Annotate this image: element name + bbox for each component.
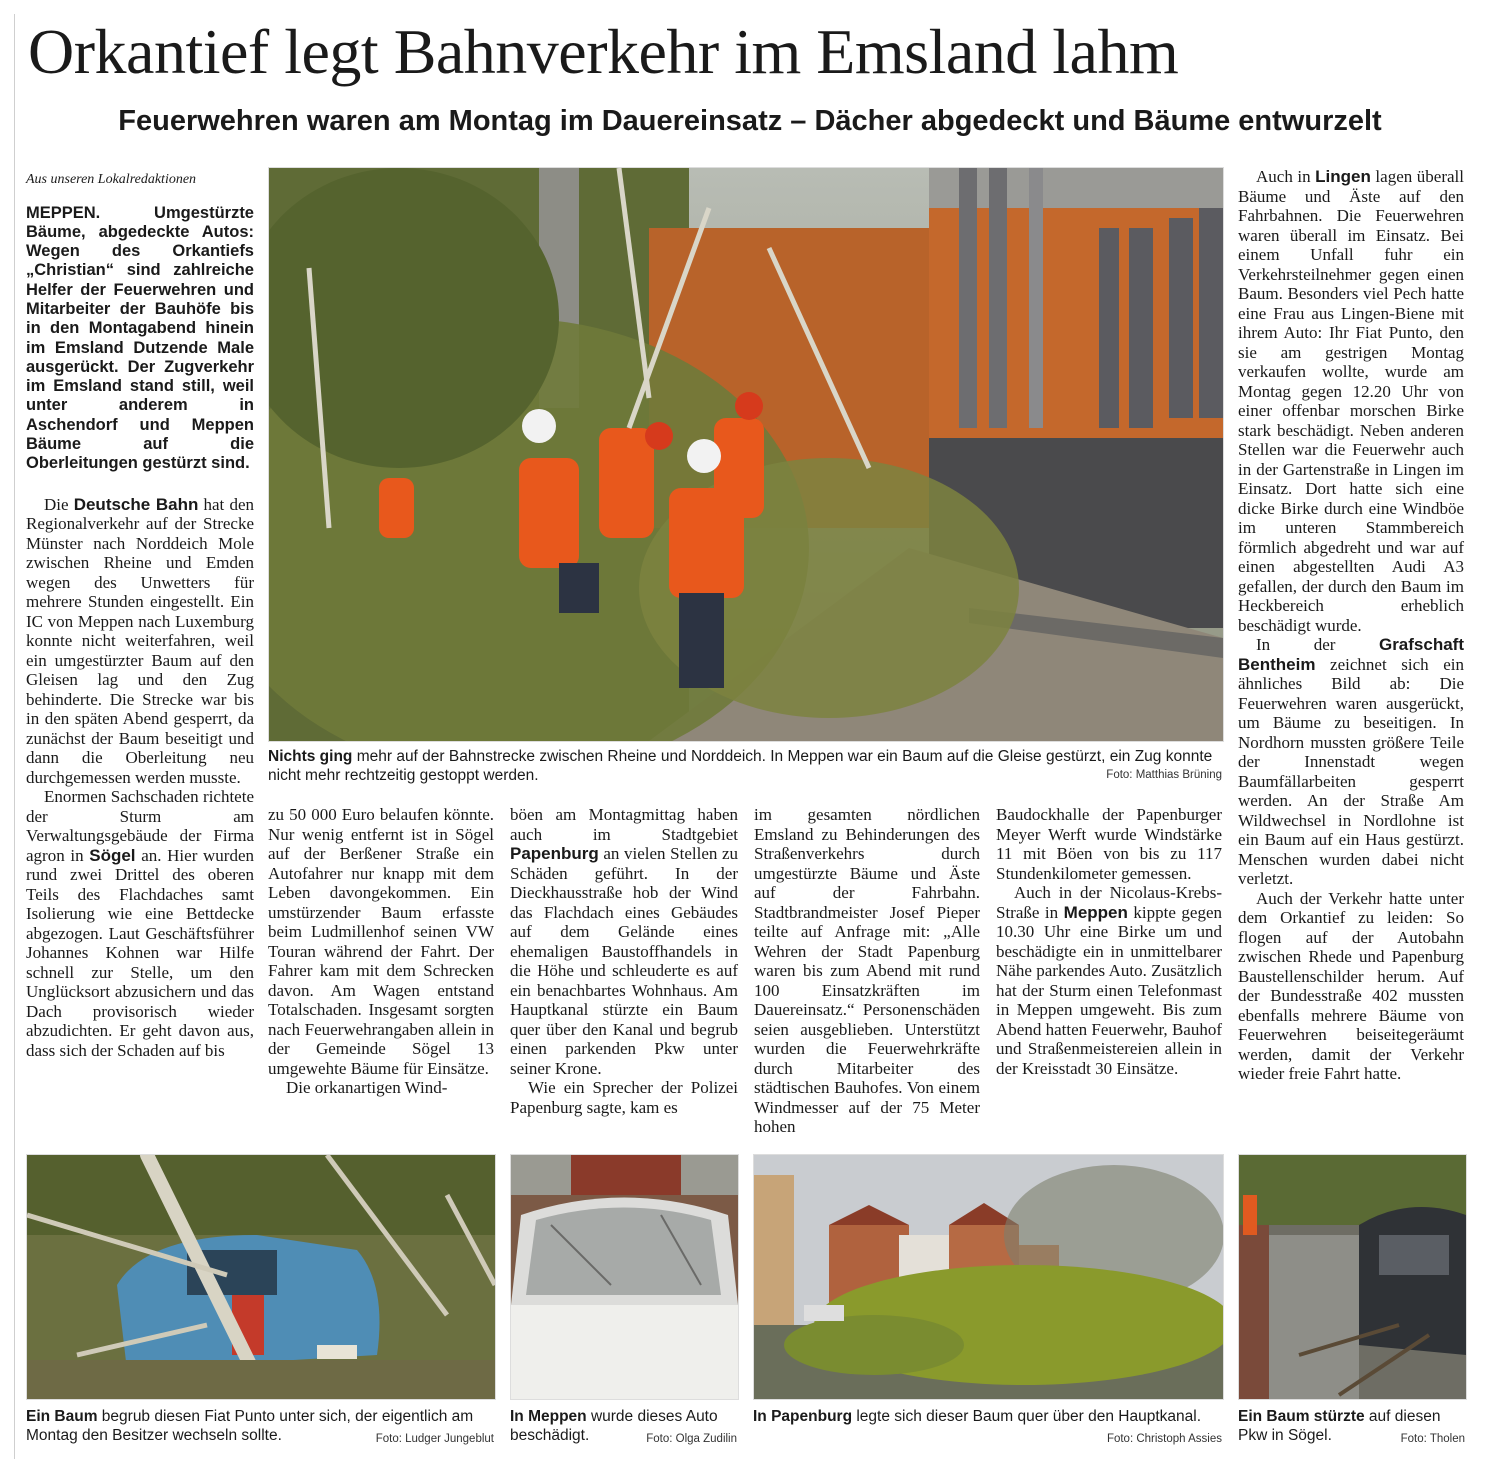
subheadline: Feuerwehren waren am Montag im Dauereinsatz – Dächer abgedeckt und Bäume entwurzelt (118, 105, 1382, 137)
photo-credit: Foto: Matthias Brüning (1106, 769, 1222, 781)
paragraph: Die Deutsche Bahn hat den Regionalverkehr auf der Strecke Münster nach Norddeich Mole zwischen Rheine und Emden wegen des Unwetters für mehrere Stunden eingestellt. Ein IC von Meppen nach Luxemburg konnte nicht weiterfahren, weil ein umgestürzter Baum auf den Gleisen lag und den Zug behinderte. Die Strecke war bis in den späten Abend gesperrt, da zunächst der Baum beseitigt und dann die Oberleitung neu durchgemessen werden musste. (26, 494, 254, 787)
paragraph: Baudockhalle der Papenburger Meyer Werft wurde Windstärke 11 mit Böen von bis zu 117 Stundenkilometer gemessen. (996, 805, 1222, 883)
paragraph: In der Grafschaft Bentheim zeichnet sich ein ähnliches Bild ab: Die Feuerwehren waren ausgerückt, um Bäume zu beseitigen. In Nordhorn mussten größere Teile der Innenstadt wegen Baumfällarbeiten gesperrt werden. An der Straße Am Wildwechsel in Nordlohne ist ein Baum auf ein Haus gestürzt. Menschen wurden dabei nicht verletzt. (1238, 635, 1464, 888)
photo-fiat-punto-under-tree (26, 1154, 496, 1400)
article-column-3 (510, 805, 738, 1117)
photo-1-caption: Ein Baum begrub diesen Fiat Punto unter sich, der eigentlich am Montag den Besitzer wechseln sollte. Foto: Ludger Jungeblut (26, 1407, 494, 1449)
photo-damaged-car-meppen (510, 1154, 739, 1400)
paragraph: Auch in Lingen lagen überall Bäume und Äste auf den Fahrbahnen. Die Feuerwehren waren überall im Einsatz. Bei einem Unfall fuhr ein Verkehrsteilnehmer gegen einen Baum. Besonders viel Pech hatte eine Frau aus Lingen-Biene mit ihrem Auto: Ihr Fiat Punto, den sie am gestrigen Montag verkaufen wollte, wurde am Montag gegen 12.20 Uhr von einer offenbar morschen Birke stark beschädigt. Neben anderen Stellen war die Feuerwehr auch in der Gartenstraße in Lingen im Einsatz. Dort hatte sich eine dicke Birke durch eine Windböe im unteren Stammbereich förmlich abgedreht und war auf einen abgestellten Audi A3 gefallen, der durch den Baum im Heckbereich erheblich beschädigt wurde. (1238, 167, 1464, 635)
photo-credit: Foto: Tholen (1400, 1433, 1465, 1445)
article-column-6 (1238, 167, 1464, 1084)
lead-paragraph: MEPPEN. Umgestürzte Bäume, abgedeckte Autos: Wegen des Orkantiefs „Christian“ sind zahlreiche Helfer der Feuerwehren und Mitarbeiter der Bauhöfe bis in den Montagabend hinein im Emsland Dutzende Male ausgerückt. Der Zugverkehr im Emsland stand still, weil unter anderem in Aschendorf und Meppen Bäume auf die Oberleitungen gestürzt sind. (26, 203, 254, 473)
dateline: Aus unseren Lokalredaktionen (26, 172, 197, 187)
main-photo-train-firefighters (268, 167, 1224, 742)
main-photo-caption: Nichts ging mehr auf der Bahnstrecke zwischen Rheine und Norddeich. In Meppen war ein Baum auf die Gleise gestürzt, ein Zug konnte nicht mehr rechtzeitig gestoppt werden. Foto: Matthias Brüning (268, 748, 1222, 784)
paragraph: Wie ein Sprecher der Polizei Papenburg sagte, kam es (510, 1078, 738, 1117)
photo-tree-over-canal-papenburg (753, 1154, 1224, 1400)
paragraph: Die orkanartigen Wind- (286, 1078, 448, 1097)
article-column-5 (996, 805, 1222, 1078)
left-rule (14, 14, 15, 1459)
paragraph: Auch der Verkehr hatte unter dem Orkantief zu leiden: So flogen auf der Autobahn zwischen Rhede und Papenburg Baustellenschilder herum. Auf der Bundesstraße 402 mussten ebenfalls mehrere Bäume von Feuerwehren beiseitegeräumt werden, damit der Verkehr wieder freie Fahrt hatte. (1238, 888, 1464, 1083)
paragraph: böen am Montagmittag haben auch im Stadtgebiet Papenburg an vielen Stellen zu Schäden geführt. In der Dieckhausstraße hob der Wind das Flachdach eines Gebäudes auf dem Gelände eines ehemaligen Baustoffhandels in die Höhe und schleuderte es auf ein benachbartes Wohnhaus. Am Hauptkanal stürzte ein Baum quer über den Kanal und begrub einen parkenden Pkw unter seiner Krone. (510, 805, 738, 1078)
photo-3-caption: In Papenburg legte sich dieser Baum quer über den Hauptkanal. Foto: Christoph Assies (753, 1407, 1222, 1449)
paragraph: zu 50 000 Euro belaufen könnte. Nur wenig entfernt ist in Sögel auf der Berßener Straße ein Autofahrer nur knapp mit dem Leben davongekommen. Ein umstürzender Baum erfasste beim Ludmillenhof seinen VW Touran während der Fahrt. Der Fahrer kam mit dem Schrecken davon. Am Wagen entstand Totalschaden. Insgesamt sorgten nach Feuerwehrangaben allein in der Gemeinde Sögel 13 umgewehte Bäume für Einsätze. (268, 805, 494, 1078)
article-column-4 (754, 805, 980, 1137)
paragraph: Auch in der Nicolaus-Krebs-Straße in Meppen kippte gegen 10.30 Uhr eine Birke um und beschädigte ein in unmittelbarer Nähe parkendes Auto. Zusätzlich hat der Sturm einen Telefonmast in Meppen umgeweht. Bis zum Abend hatten Feuerwehr, Bauhof und Straßenmeistereien allein in der Kreisstadt 30 Einsätze. (996, 883, 1222, 1078)
article-column-2 (268, 805, 494, 1098)
photo-car-sogel (1238, 1154, 1467, 1400)
photo-2-caption: In Meppen wurde dieses Auto beschädigt. Foto: Olga Zudilin (510, 1407, 737, 1449)
article-column-1 (26, 170, 254, 1060)
headline: Orkantief legt Bahnverkehr im Emsland lahm (28, 16, 1179, 87)
photo-credit: Foto: Olga Zudilin (646, 1433, 737, 1445)
photo-credit: Foto: Christoph Assies (1106, 1433, 1222, 1445)
paragraph: Enormen Sachschaden richtete der Sturm am Verwaltungsgebäude der Firma agron in Sögel an. Hier wurden rund zwei Drittel des oberen Teils des Flachdaches samt Isolierung wie eine Bettdecke abgezogen. Laut Geschäftsführer Johannes Kohnen war Hilfe schnell zur Stelle, um den Unglücksort abzusichern und das Dach provisorisch wieder abzudichten. Er geht davon aus, dass sich der Schaden auf bis (26, 787, 254, 1060)
paragraph: im gesamten nördlichen Emsland zu Behinderungen des Straßenverkehrs durch umgestürzte Bäume und Äste auf der Fahrbahn. Stadtbrandmeister Josef Pieper teilte auf Anfrage mit: „Alle Wehren der Stadt Papenburg waren bis zum Abend mit rund 100 Einsatzkräften im Dauereinsatz.“ Personenschäden seien ausgeblieben. Unterstützt wurden die Feuerwehrkräfte durch Mitarbeiter des städtischen Bauhofes. Von einem Windmesser auf der 75 Meter hohen (754, 805, 980, 1136)
photo-credit: Foto: Ludger Jungeblut (375, 1433, 494, 1445)
photo-4-caption: Ein Baum stürzte auf diesen Pkw in Sögel. Foto: Tholen (1238, 1407, 1465, 1449)
